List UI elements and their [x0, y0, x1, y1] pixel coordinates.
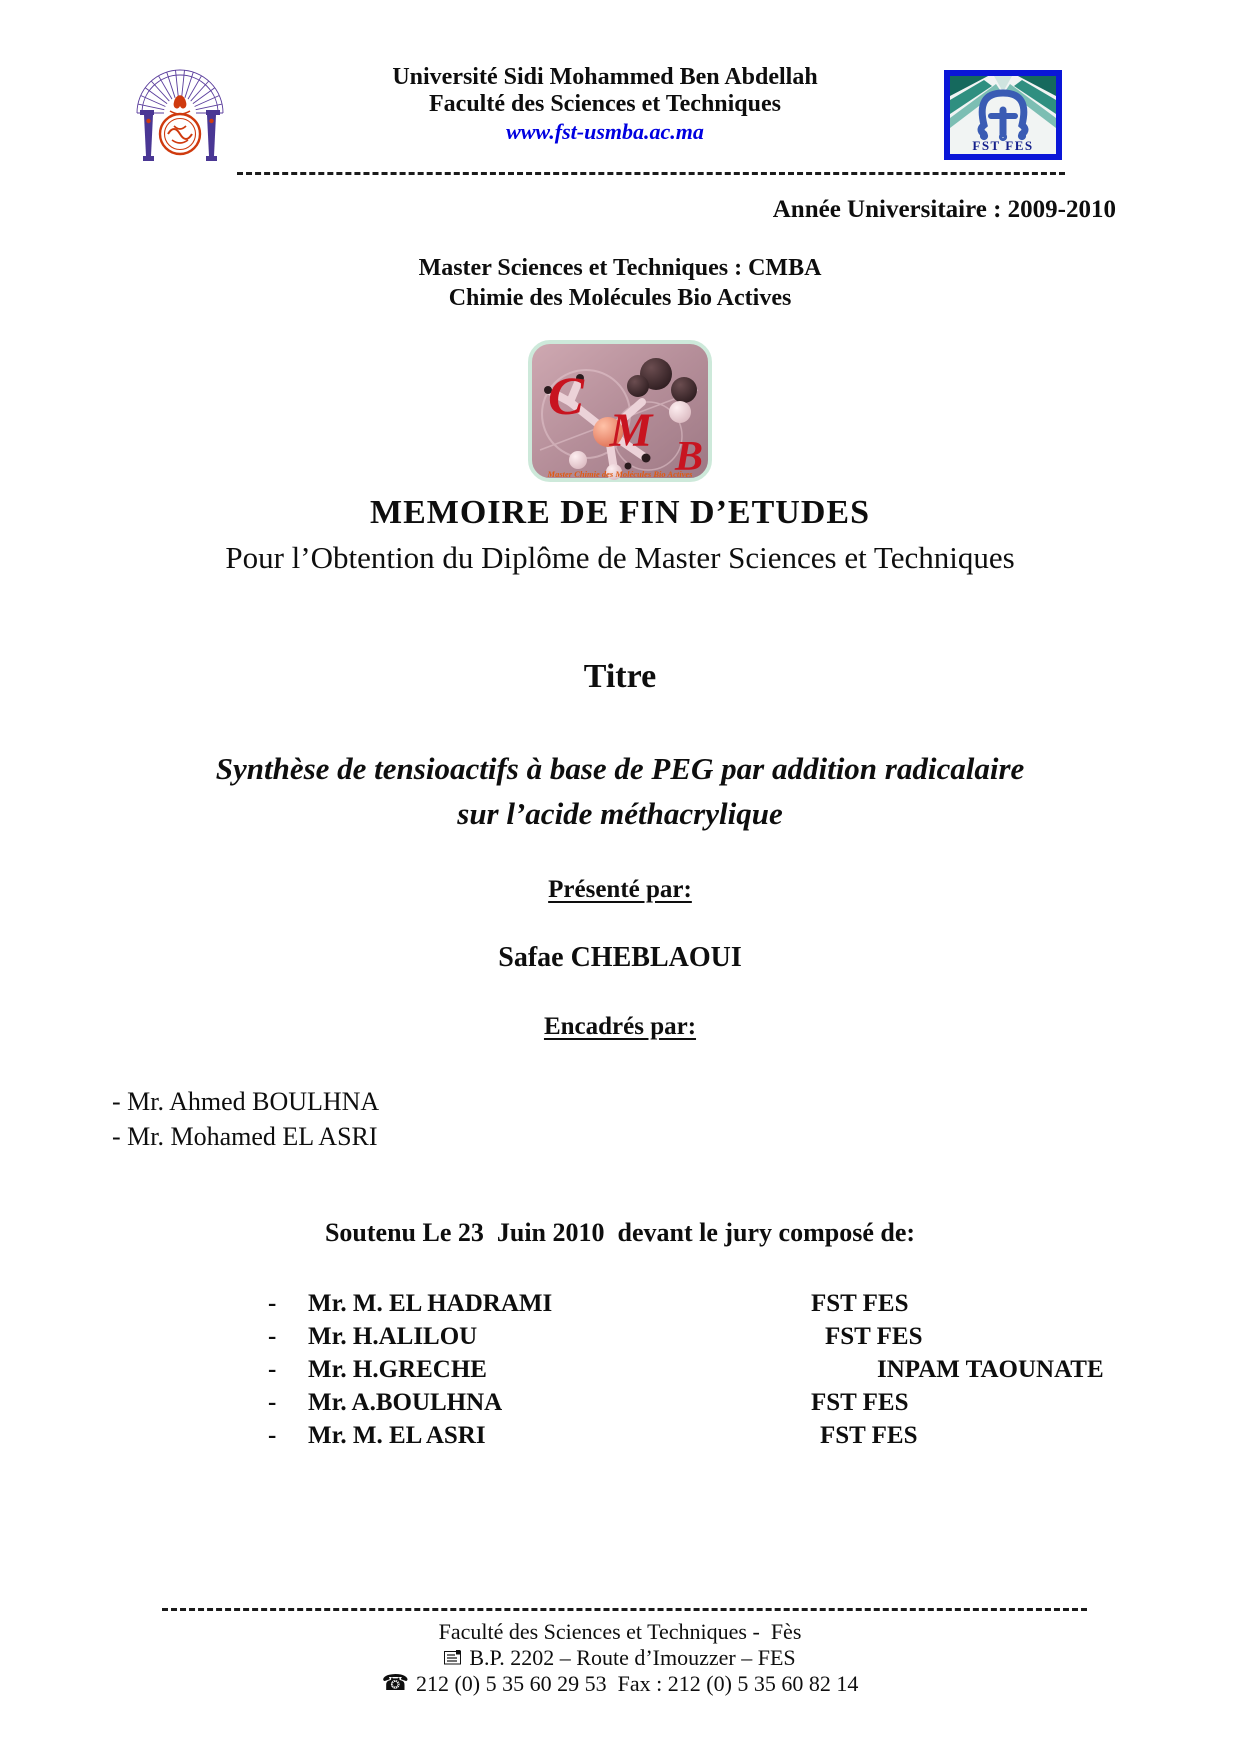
- cmb-logo-caption: Master Chimie des Molécules Bio Actives: [547, 469, 693, 479]
- program-line1: Master Sciences et Techniques : CMBA: [418, 255, 822, 281]
- footer-address-text: B.P. 2202 – Route d’Imouzzer – FES: [469, 1645, 796, 1670]
- faculty-name: Faculté des Sciences et Techniques: [429, 91, 781, 117]
- jury-bullet: -: [268, 1290, 277, 1317]
- program-line2: Chimie des Molécules Bio Actives: [448, 285, 792, 311]
- supervisor-item: - Mr. Ahmed BOULHNA: [112, 1087, 380, 1116]
- cmb-letter-b: B: [674, 434, 704, 480]
- cmb-letter-c: C: [547, 366, 585, 426]
- jury-member-affiliation: FST FES: [811, 1290, 909, 1317]
- supervisor-item: - Mr. Mohamed EL ASRI: [112, 1122, 378, 1151]
- footer-phone-text: 212 (0) 5 35 60 29 53 Fax : 212 (0) 5 35 60 82 14: [415, 1671, 859, 1696]
- jury-member-affiliation: FST FES: [820, 1422, 918, 1449]
- cmb-letter-m: M: [609, 404, 653, 457]
- presented-by-label: Présenté par:: [548, 876, 692, 903]
- fst-logo-caption: FST FES: [972, 138, 1034, 153]
- thesis-title: [0, 746, 1240, 836]
- footer-phone: [0, 1671, 1240, 1697]
- defense-intro: Soutenu Le 23 Juin 2010 devant le jury composé de:: [324, 1218, 916, 1247]
- supervised-by-label: Encadrés par:: [543, 1013, 697, 1040]
- document-type-title: MEMOIRE DE FIN D’ETUDES: [370, 494, 870, 531]
- fst-fes-logo: [944, 70, 1062, 165]
- jury-bullet: -: [268, 1389, 277, 1416]
- jury-member-name: Mr. M. EL HADRAMI: [308, 1290, 553, 1317]
- jury-member-name: Mr. H.ALILOU: [308, 1323, 478, 1350]
- cmb-master-logo: [528, 340, 712, 487]
- student-name: Safae CHEBLAOUI: [498, 942, 742, 973]
- academic-year: Année Universitaire : 2009-2010: [772, 196, 1116, 223]
- header-text-block: [340, 64, 870, 145]
- thesis-title-line1: Synthèse de tensioactifs à base de PEG par addition radicalaire: [215, 751, 1025, 786]
- title-label: Titre: [583, 658, 657, 695]
- mail-icon: [444, 1645, 462, 1671]
- jury-bullet: -: [268, 1422, 277, 1449]
- jury-member-name: Mr. M. EL ASRI: [308, 1422, 486, 1449]
- bottom-separator-line: [162, 1608, 1087, 1611]
- top-separator-line: [237, 172, 1065, 175]
- jury-row: [268, 1356, 1104, 1389]
- document-subtitle: Pour l’Obtention du Diplôme de Master Sciences et Techniques: [225, 540, 1015, 575]
- jury-bullet: -: [268, 1356, 277, 1383]
- jury-member-affiliation: INPAM TAOUNATE: [877, 1356, 1104, 1383]
- supervisors-list: [112, 1084, 379, 1154]
- jury-member-name: Mr. H.GRECHE: [308, 1356, 487, 1383]
- jury-row: [268, 1323, 1104, 1356]
- jury-member-affiliation: FST FES: [825, 1323, 923, 1350]
- university-name: Université Sidi Mohammed Ben Abdellah: [392, 64, 818, 90]
- footer-address: [0, 1645, 1240, 1671]
- jury-row: [268, 1422, 1104, 1455]
- jury-row: [268, 1389, 1104, 1422]
- jury-row: [268, 1290, 1104, 1323]
- jury-member-affiliation: FST FES: [811, 1389, 909, 1416]
- university-emblem-icon: [130, 66, 230, 175]
- jury-list: [268, 1290, 1104, 1455]
- jury-bullet: -: [268, 1323, 277, 1350]
- thesis-title-line2: sur l’acide méthacrylique: [457, 796, 783, 831]
- footer-faculty: Faculté des Sciences et Techniques - Fès: [438, 1619, 802, 1644]
- website-link[interactable]: www.fst-usmba.ac.ma: [506, 119, 704, 144]
- jury-member-name: Mr. A.BOULHNA: [308, 1389, 503, 1416]
- phone-icon: ☎: [381, 1671, 409, 1696]
